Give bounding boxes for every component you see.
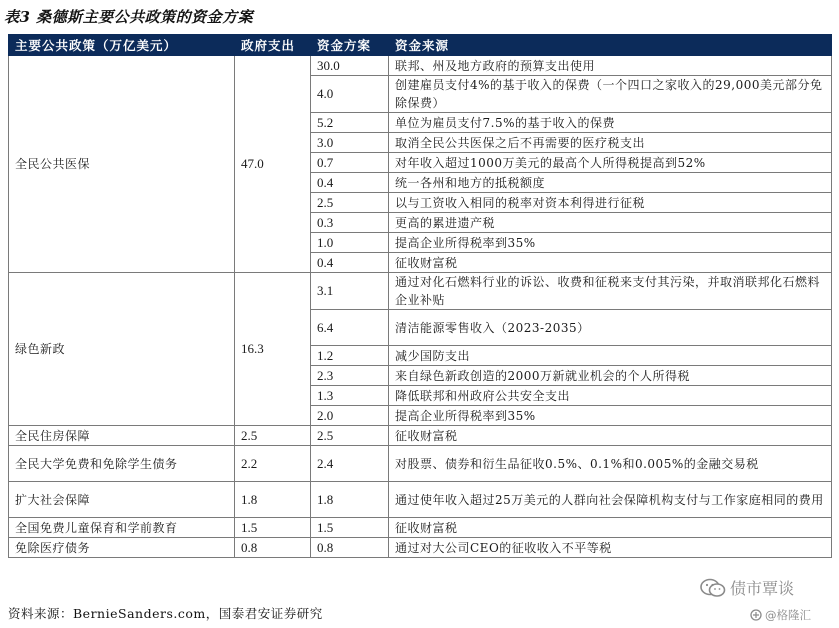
funding-source-cell: 清洁能源零售收入（2023-2035） (389, 310, 832, 346)
watermark-platform-name: @格隆汇 (765, 608, 811, 622)
funding-amount-cell: 3.0 (311, 133, 389, 153)
funding-table (8, 34, 832, 558)
funding-source-cell: 通过使年收入超过25万美元的人群向社会保障机构支付与工作家庭相同的费用 (389, 482, 832, 518)
funding-source-cell: 以与工资收入相同的税率对资本利得进行征税 (389, 193, 832, 213)
table-header-row (9, 35, 832, 56)
policy-cell: 免除医疗债务 (9, 538, 235, 558)
funding-amount-cell: 6.4 (311, 310, 389, 346)
source-note: 资料来源：BernieSanders.com，国泰君安证券研究 (8, 606, 323, 621)
funding-amount-cell: 2.4 (311, 446, 389, 482)
funding-source-cell: 征收财富税 (389, 253, 832, 273)
spending-cell: 2.5 (235, 426, 311, 446)
table-row (9, 446, 832, 482)
spending-cell: 47.0 (235, 56, 311, 273)
funding-source-cell: 降低联邦和州政府公共安全支出 (389, 386, 832, 406)
funding-amount-cell: 2.3 (311, 366, 389, 386)
funding-source-cell: 创建雇员支付4%的基于收入的保费（一个四口之家收入的29,000美元部分免除保费） (389, 76, 832, 113)
policy-cell: 扩大社会保障 (9, 482, 235, 518)
table-row (9, 426, 832, 446)
funding-source-cell: 统一各州和地方的抵税额度 (389, 173, 832, 193)
table-row (9, 538, 832, 558)
funding-amount-cell: 0.4 (311, 253, 389, 273)
policy-cell: 全民住房保障 (9, 426, 235, 446)
table-row (9, 482, 832, 518)
funding-source-cell: 征收财富税 (389, 518, 832, 538)
watermark-channel-name: 债市覃谈 (730, 579, 795, 598)
funding-amount-cell: 2.5 (311, 426, 389, 446)
funding-source-cell: 来自绿色新政创造的2000万新就业机会的个人所得税 (389, 366, 832, 386)
table-body (9, 56, 832, 558)
funding-amount-cell: 2.5 (311, 193, 389, 213)
funding-source-cell: 更高的累进遗产税 (389, 213, 832, 233)
funding-amount-cell: 1.5 (311, 518, 389, 538)
spending-cell: 1.8 (235, 482, 311, 518)
funding-amount-cell: 0.8 (311, 538, 389, 558)
funding-amount-cell: 5.2 (311, 113, 389, 133)
header-funding-source: 资金来源 (389, 35, 832, 56)
funding-source-cell: 减少国防支出 (389, 346, 832, 366)
funding-source-cell: 单位为雇员支付7.5%的基于收入的保费 (389, 113, 832, 133)
table-row (9, 273, 832, 310)
funding-amount-cell: 1.2 (311, 346, 389, 366)
funding-amount-cell: 1.0 (311, 233, 389, 253)
funding-amount-cell: 0.3 (311, 213, 389, 233)
policy-cell: 全民大学免费和免除学生债务 (9, 446, 235, 482)
header-funding-plan: 资金方案 (311, 35, 389, 56)
table-row (9, 518, 832, 538)
spending-cell: 16.3 (235, 273, 311, 426)
funding-amount-cell: 2.0 (311, 406, 389, 426)
funding-source-cell: 取消全民公共医保之后不再需要的医疗税支出 (389, 133, 832, 153)
watermark (700, 576, 811, 623)
funding-source-cell: 联邦、州及地方政府的预算支出使用 (389, 56, 832, 76)
wechat-icon (700, 578, 726, 598)
funding-source-cell: 通过对化石燃料行业的诉讼、收费和征税来支付其污染，并取消联邦化石燃料企业补贴 (389, 273, 832, 310)
watermark-platform (750, 607, 811, 623)
funding-amount-cell: 4.0 (311, 76, 389, 113)
spending-cell: 1.5 (235, 518, 311, 538)
policy-cell: 全国免费儿童保育和学前教育 (9, 518, 235, 538)
funding-source-cell: 提高企业所得税率到35% (389, 233, 832, 253)
funding-amount-cell: 0.7 (311, 153, 389, 173)
spending-cell: 0.8 (235, 538, 311, 558)
watermark-channel (700, 576, 811, 599)
table-title: 表3 桑德斯主要公共政策的资金方案 (4, 8, 254, 26)
table-row (9, 56, 832, 76)
policy-cell: 绿色新政 (9, 273, 235, 426)
funding-source-cell: 提高企业所得税率到35% (389, 406, 832, 426)
policy-cell: 全民公共医保 (9, 56, 235, 273)
funding-source-cell: 征收财富税 (389, 426, 832, 446)
gelonghui-icon (750, 609, 762, 621)
funding-amount-cell: 1.3 (311, 386, 389, 406)
funding-amount-cell: 1.8 (311, 482, 389, 518)
funding-amount-cell: 3.1 (311, 273, 389, 310)
header-spending: 政府支出 (235, 35, 311, 56)
header-policy: 主要公共政策（万亿美元） (9, 35, 235, 56)
funding-amount-cell: 30.0 (311, 56, 389, 76)
spending-cell: 2.2 (235, 446, 311, 482)
funding-source-cell: 对年收入超过1000万美元的最高个人所得税提高到52% (389, 153, 832, 173)
funding-source-cell: 通过对大公司CEO的征收收入不平等税 (389, 538, 832, 558)
funding-source-cell: 对股票、债券和衍生品征收0.5%、0.1%和0.005%的金融交易税 (389, 446, 832, 482)
funding-amount-cell: 0.4 (311, 173, 389, 193)
